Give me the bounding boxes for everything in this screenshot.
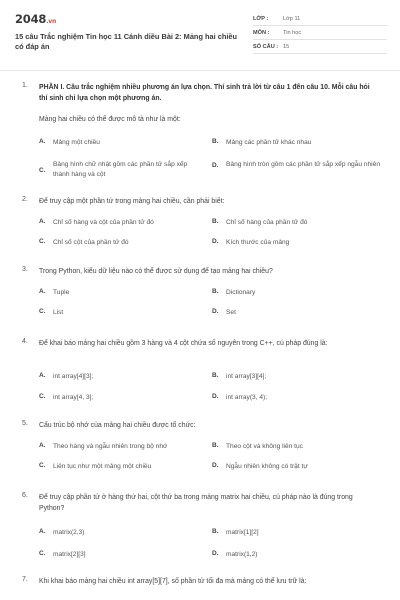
answer-option[interactable] bbox=[212, 393, 382, 403]
answer-option[interactable] bbox=[39, 462, 204, 472]
meta-value: 15 bbox=[283, 43, 290, 50]
section-intro: PHẦN I. Câu trắc nghiệm nhiều phương án lựa chọn. Thí sinh trả lời từ câu 1 đến câu 10. Mỗi câu hỏi thí sinh chỉ lựa chọn một phương án. bbox=[39, 84, 370, 102]
answer-option[interactable] bbox=[212, 308, 382, 318]
meta-value: Lớp 11 bbox=[283, 15, 301, 22]
option-letter: C. bbox=[39, 238, 46, 245]
question-number: 7. bbox=[22, 576, 28, 583]
answer-option[interactable] bbox=[212, 138, 382, 148]
answer-option[interactable] bbox=[39, 218, 204, 228]
logo-suffix: .vn bbox=[46, 18, 57, 25]
option-text: Ngẫu nhiên không có trật tự bbox=[226, 463, 308, 470]
logo-text: 2048 bbox=[15, 12, 47, 26]
answer-option[interactable] bbox=[212, 372, 382, 382]
option-text: Liên tục như một mảng một chiều bbox=[53, 463, 152, 470]
option-letter: A. bbox=[39, 442, 46, 449]
option-text: Chỉ số hàng và cột của phần tử đó bbox=[53, 219, 154, 226]
answer-option[interactable] bbox=[212, 550, 382, 560]
option-text: Mảng các phần tử khác nhau bbox=[226, 139, 312, 146]
option-letter: C. bbox=[39, 166, 46, 174]
option-text: Mảng một chiều bbox=[53, 139, 100, 146]
option-letter: D. bbox=[212, 308, 219, 315]
option-letter: C. bbox=[39, 462, 46, 469]
meta-row-count bbox=[253, 40, 387, 54]
option-letter: A. bbox=[39, 138, 46, 145]
option-text: Bảng hình chữ nhật gồm các phần tử sắp xếp thành hàng và cột bbox=[53, 161, 188, 178]
question-text: Để truy cập một phần tử trong mảng hai chiều, cần phải biết: bbox=[39, 198, 225, 205]
option-letter: D. bbox=[212, 462, 219, 469]
answer-option[interactable] bbox=[212, 288, 382, 298]
option-text: Theo cột và không liên tục bbox=[226, 443, 303, 450]
answer-option[interactable] bbox=[39, 160, 204, 180]
option-letter: B. bbox=[212, 218, 219, 225]
question-number: 3. bbox=[22, 266, 28, 273]
meta-row-grade bbox=[253, 12, 387, 26]
option-letter: D. bbox=[212, 550, 219, 557]
option-text: matrix[2][3] bbox=[53, 551, 86, 558]
option-letter: D. bbox=[212, 393, 219, 400]
meta-label: MÔN : bbox=[253, 29, 270, 36]
answer-option[interactable] bbox=[212, 528, 382, 538]
answer-option[interactable] bbox=[212, 238, 382, 248]
option-letter: A. bbox=[39, 218, 46, 225]
option-letter: A. bbox=[39, 372, 46, 379]
option-letter: A. bbox=[39, 288, 46, 295]
question-number: 6. bbox=[22, 492, 28, 499]
option-text: matrix(2,3) bbox=[53, 529, 85, 536]
option-text: Theo hàng và ngẫu nhiên trong bộ nhớ bbox=[53, 443, 168, 450]
option-letter: B. bbox=[212, 442, 219, 449]
option-letter: C. bbox=[39, 308, 46, 315]
page-title: 15 câu Trắc nghiệm Tin học 11 Cánh diều Bài 2: Mảng hai chiều có đáp án bbox=[15, 32, 238, 52]
option-letter: D. bbox=[212, 238, 219, 245]
meta-label: SỐ CÂU : bbox=[253, 43, 279, 50]
question-number: 2. bbox=[22, 196, 28, 203]
answer-option[interactable] bbox=[39, 393, 204, 403]
question-text: Trong Python, kiểu dữ liệu nào có thể được sử dụng để tạo mảng hai chiều? bbox=[39, 268, 273, 275]
option-text: Kích thước của mảng bbox=[226, 239, 290, 246]
page-header bbox=[0, 0, 400, 68]
answer-option[interactable] bbox=[212, 462, 382, 472]
answer-option[interactable] bbox=[39, 550, 204, 560]
option-text: matrix[1][2] bbox=[226, 529, 259, 536]
question-text: Cấu trúc bộ nhớ của mảng hai chiều được tổ chức: bbox=[39, 422, 196, 429]
answer-option[interactable] bbox=[212, 442, 382, 452]
option-text: int array[3][4]; bbox=[226, 373, 267, 380]
option-letter: B. bbox=[212, 288, 219, 295]
option-letter: C. bbox=[39, 550, 46, 557]
option-text: int array[4, 3]; bbox=[53, 394, 94, 401]
question-text: Để khai báo mảng hai chiều gồm 3 hàng và 4 cột chứa số nguyên trong C++, cú pháp đúng là: bbox=[39, 340, 328, 347]
answer-option[interactable] bbox=[39, 238, 204, 248]
meta-row-subject bbox=[253, 26, 387, 40]
option-text: Dictionary bbox=[226, 289, 256, 296]
answer-option[interactable] bbox=[39, 308, 204, 318]
option-letter: B. bbox=[212, 372, 219, 379]
answer-option[interactable] bbox=[39, 372, 204, 382]
question-number: 5. bbox=[22, 420, 28, 427]
answer-option[interactable] bbox=[212, 218, 382, 228]
option-text: Bảng hình tròn gồm các phần tử sắp xếp ngẫu nhiên bbox=[226, 161, 380, 168]
header-divider bbox=[0, 70, 400, 71]
question-text: Khi khai báo mảng hai chiều int array[5][7], số phần tử tối đa mà mảng có thể lưu trữ là: bbox=[39, 578, 307, 585]
option-text: int array(3, 4); bbox=[226, 394, 268, 401]
option-text: matrix(1,2) bbox=[226, 551, 258, 558]
meta-value: Tin học bbox=[283, 29, 302, 36]
answer-option[interactable] bbox=[39, 442, 204, 452]
option-text: Set bbox=[226, 309, 236, 316]
quiz-meta bbox=[253, 12, 387, 54]
option-letter: C. bbox=[39, 393, 46, 400]
answer-option[interactable] bbox=[39, 288, 204, 298]
option-text: Chỉ số hàng của phần tử đó bbox=[226, 219, 308, 226]
meta-label: LỚP : bbox=[253, 15, 269, 22]
question-number: 1. bbox=[22, 82, 28, 89]
answer-option[interactable] bbox=[39, 528, 204, 538]
answer-option[interactable] bbox=[39, 138, 199, 148]
option-letter: B. bbox=[212, 528, 219, 535]
option-text: List bbox=[53, 309, 64, 316]
option-text: int array[4][3]; bbox=[53, 373, 94, 380]
option-letter: D. bbox=[212, 161, 219, 169]
option-letter: B. bbox=[212, 138, 219, 145]
site-logo[interactable] bbox=[15, 12, 56, 26]
option-letter: A. bbox=[39, 528, 46, 535]
answer-option[interactable] bbox=[212, 160, 382, 170]
option-text: Tuple bbox=[53, 289, 70, 296]
question-text: Để truy cập phần tử ở hàng thứ hai, cột thứ ba trong mảng matrix hai chiều, cú pháp nào là đúng trong Python? bbox=[39, 494, 353, 512]
question-text: Mảng hai chiều có thể được mô tả như là một: bbox=[39, 116, 181, 123]
question-number: 4. bbox=[22, 338, 28, 345]
option-text: Chỉ số cột của phần tử đó bbox=[53, 239, 129, 246]
